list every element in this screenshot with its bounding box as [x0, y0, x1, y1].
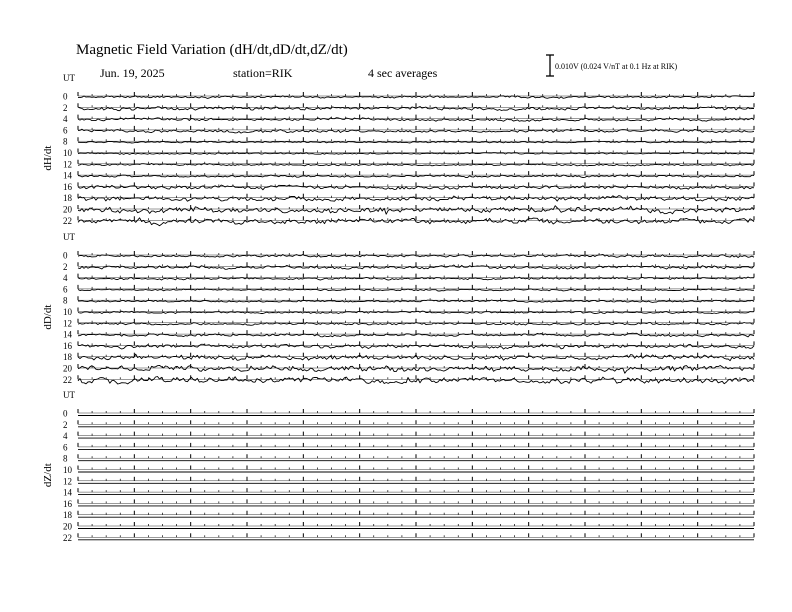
hour-label: 2 [63, 261, 68, 272]
scale-bar [546, 55, 554, 76]
row-axis [78, 499, 754, 503]
row-axis [78, 274, 754, 278]
row-axis [78, 454, 754, 458]
hour-label: 16 [63, 498, 72, 509]
panel-0 [42, 73, 754, 226]
hour-label: 16 [63, 181, 72, 192]
row-axis [78, 511, 754, 515]
trace-line [78, 153, 754, 155]
row-axis [78, 330, 754, 334]
hour-label: 20 [63, 521, 72, 532]
ut-label: UT [63, 232, 75, 242]
trace-line [78, 344, 754, 349]
row-axis [78, 364, 754, 368]
hour-label: 2 [63, 102, 68, 113]
row-axis [78, 296, 754, 300]
row-axis [78, 420, 754, 424]
row-axis [78, 171, 754, 175]
hour-label: 8 [63, 136, 68, 147]
hour-label: 6 [63, 125, 68, 136]
hour-label: 6 [63, 442, 68, 453]
hour-label: 18 [63, 510, 72, 521]
hour-label: 0 [63, 408, 68, 419]
hour-label: 18 [63, 193, 72, 204]
row-axis [78, 126, 754, 130]
row-axis [78, 522, 754, 526]
hour-label: 14 [63, 170, 72, 181]
hour-label: 20 [63, 363, 72, 374]
trace-line [78, 289, 754, 291]
hour-label: 4 [63, 114, 68, 125]
row-axis [78, 375, 754, 379]
hour-label: 18 [63, 352, 72, 363]
panel-1 [42, 232, 754, 385]
hour-label: 12 [63, 318, 72, 329]
row-axis [78, 432, 754, 436]
ut-label: UT [63, 73, 75, 83]
row-axis [78, 160, 754, 164]
hour-label: 8 [63, 295, 68, 306]
y-axis-label: dD/dt [42, 304, 54, 330]
row-axis [78, 149, 754, 153]
hour-label: 6 [63, 284, 68, 295]
ut-label: UT [63, 390, 75, 400]
hour-label: 22 [63, 532, 72, 543]
hour-label: 12 [63, 159, 72, 170]
row-axis [78, 308, 754, 312]
hour-label: 10 [63, 148, 72, 158]
trace-line [78, 175, 754, 178]
row-axis [78, 533, 754, 537]
station-label: station=RIK [233, 66, 293, 80]
trace-line [78, 354, 754, 361]
panel-2 [42, 390, 754, 543]
row-axis [78, 216, 754, 220]
hour-label: 12 [63, 476, 72, 487]
hour-label: 2 [63, 419, 68, 430]
hour-label: 14 [63, 329, 72, 340]
row-axis [78, 103, 754, 107]
scale-label: 0.010V (0.024 V/nT at 0.1 Hz at RIK) [555, 62, 678, 71]
hour-label: 4 [63, 273, 68, 284]
y-axis-label: dZ/dt [42, 463, 54, 488]
hour-label: 10 [63, 307, 72, 317]
hour-label: 10 [63, 465, 72, 475]
row-axis [78, 194, 754, 198]
row-axis [78, 477, 754, 481]
hour-label: 4 [63, 431, 68, 442]
hour-label: 0 [63, 250, 68, 261]
row-axis [78, 251, 754, 255]
row-axis [78, 341, 754, 345]
hour-label: 16 [63, 340, 72, 351]
hour-label: 20 [63, 204, 72, 215]
hour-label: 0 [63, 91, 68, 102]
hour-label: 22 [63, 374, 72, 385]
row-axis [78, 466, 754, 470]
y-axis-label: dH/dt [42, 145, 54, 171]
row-axis [78, 443, 754, 447]
row-axis [78, 115, 754, 119]
hour-label: 8 [63, 453, 68, 464]
chart-title: Magnetic Field Variation (dH/dt,dD/dt,dZ/dt) [76, 42, 348, 58]
hour-label: 22 [63, 215, 72, 226]
date-label: Jun. 19, 2025 [100, 66, 165, 80]
averaging-label: 4 sec averages [368, 66, 438, 80]
panels-layer [42, 73, 754, 543]
trace-line [78, 141, 754, 143]
row-axis [78, 92, 754, 96]
hour-label: 14 [63, 487, 72, 498]
row-axis [78, 488, 754, 492]
row-axis [78, 409, 754, 413]
row-axis [78, 285, 754, 289]
row-axis [78, 137, 754, 141]
